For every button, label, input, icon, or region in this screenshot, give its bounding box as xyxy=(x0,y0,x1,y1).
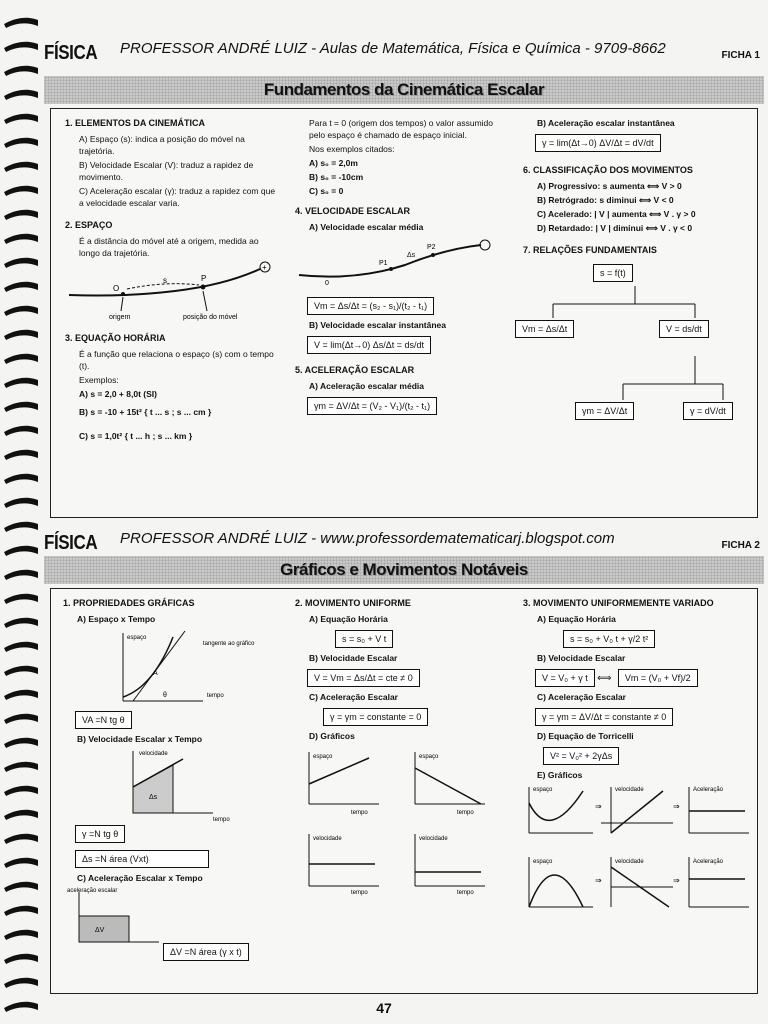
formula-v: V = V₀ + γ t xyxy=(535,669,595,687)
section-heading: 3. MOVIMENTO UNIFORMEMENTE VARIADO xyxy=(523,598,714,608)
subheading: A) Velocidade escalar média xyxy=(309,222,424,232)
spiral-ring xyxy=(4,402,38,412)
spiral-ring xyxy=(4,570,38,580)
svg-text:s: s xyxy=(163,276,167,285)
section-heading: 6. CLASSIFICAÇÃO DOS MOVIMENTOS xyxy=(523,165,693,175)
spiral-ring xyxy=(4,90,38,100)
svg-text:Δs: Δs xyxy=(407,252,416,259)
relation-vm: Vm = Δs/Δt xyxy=(515,320,574,338)
subheading: B) Velocidade Escalar x Tempo xyxy=(77,734,203,744)
axis-label: espaço xyxy=(419,754,439,760)
section-heading: 2. MOVIMENTO UNIFORME xyxy=(295,598,411,608)
formula-tg: γ =N tg θ xyxy=(75,825,125,843)
subheading: A) Espaço x Tempo xyxy=(77,614,156,624)
graph-velocidade-tempo xyxy=(63,747,263,823)
spiral-ring xyxy=(4,354,38,364)
svg-text:⇒: ⇒ xyxy=(595,876,602,885)
spiral-ring xyxy=(4,642,38,652)
ficha2-content xyxy=(50,588,758,994)
svg-text:⇒: ⇒ xyxy=(673,876,680,885)
label-tangente: tangente ao gráfico xyxy=(203,641,255,647)
spiral-ring xyxy=(4,426,38,436)
subheading: B) Velocidade escalar instantânea xyxy=(309,320,447,330)
relation-s: s = f(t) xyxy=(593,264,633,282)
example-b: B) s = -10 + 15t² { t ... s ; s ... cm } xyxy=(79,407,212,417)
text: Exemplos: xyxy=(79,375,119,385)
section-heading: 1. ELEMENTOS DA CINEMÁTICA xyxy=(65,118,206,128)
svg-text:+: + xyxy=(262,263,267,272)
trajectory-p1-p2 xyxy=(295,235,495,291)
axis-label-velocidade: velocidade xyxy=(139,751,168,757)
relation-v: V = ds/dt xyxy=(659,320,709,338)
axis-label: tempo xyxy=(457,890,474,896)
formula-vm: Vm = (V₀ + Vf)/2 xyxy=(618,669,698,687)
axis-label: espaço xyxy=(533,787,553,793)
spiral-ring xyxy=(4,210,38,220)
svg-text:P2: P2 xyxy=(427,244,436,251)
header-title: PROFESSOR ANDRÉ LUIZ - www.professordematematicarj.blogspot.com xyxy=(120,530,615,547)
svg-text:ΔV: ΔV xyxy=(95,927,105,934)
formula-g: γ = γm = ΔV/Δt = constante ≠ 0 xyxy=(535,708,673,726)
subheading: A) Equação Horária xyxy=(309,614,388,624)
axis-label: Aceleração xyxy=(693,787,724,793)
axis-label-tempo: tempo xyxy=(207,693,224,699)
spiral-ring xyxy=(4,810,38,820)
svg-text:⇒: ⇒ xyxy=(595,802,602,811)
formula-g: γ = γm = constante = 0 xyxy=(323,708,428,726)
formula-s: s = s₀ + V t xyxy=(335,630,393,648)
svg-text:Δs: Δs xyxy=(149,794,158,801)
relation-g: γ = dV/dt xyxy=(683,402,733,420)
spiral-ring xyxy=(4,138,38,148)
spiral-ring xyxy=(4,378,38,388)
section-heading: 2. ESPAÇO xyxy=(65,220,113,230)
text: Nos exemplos citados: xyxy=(309,144,395,154)
spiral-ring xyxy=(4,306,38,316)
spiral-ring xyxy=(4,906,38,916)
graph-aceleracao-tempo xyxy=(63,886,273,946)
text: A) Progressivo: s aumenta ⟺ V > 0 xyxy=(537,181,682,191)
header-title: PROFESSOR ANDRÉ LUIZ - Aulas de Matemática, Física e Química - 9709-8662 xyxy=(120,40,666,57)
svg-text:A: A xyxy=(153,670,158,677)
text: C) s₀ = 0 xyxy=(309,186,344,196)
text: A) Espaço (s): indica a posição do móvel na trajetória. xyxy=(79,134,245,156)
spiral-ring xyxy=(4,498,38,508)
axis-label: tempo xyxy=(351,810,368,816)
spiral-ring xyxy=(4,666,38,676)
subheading: B) Velocidade Escalar xyxy=(537,653,626,663)
text: A) s₀ = 2,0m xyxy=(309,158,358,168)
text: C) Aceleração escalar (γ): traduz a rapidez com que a velocidade escalar varia. xyxy=(79,186,276,208)
spiral-ring xyxy=(4,522,38,532)
subheading: D) Gráficos xyxy=(309,731,355,741)
page-number: 47 xyxy=(376,1000,392,1016)
banner-title: Fundamentos da Cinemática Escalar xyxy=(263,80,545,99)
svg-text:P: P xyxy=(201,274,207,283)
svg-text:O: O xyxy=(113,284,120,293)
spiral-ring xyxy=(4,618,38,628)
section-heading: 4. VELOCIDADE ESCALAR xyxy=(295,206,411,216)
ficha1-col3 xyxy=(523,117,753,480)
graphs-mu xyxy=(295,744,505,894)
spiral-ring xyxy=(4,762,38,772)
graphs-muv xyxy=(523,783,753,913)
ficha1-header xyxy=(44,36,760,66)
ficha1-col1 xyxy=(65,117,277,444)
spiral-ring xyxy=(4,858,38,868)
text: É a função que relaciona o espaço (s) com o tempo (t). xyxy=(79,349,274,371)
ficha-number: FICHA 1 xyxy=(721,50,760,61)
spiral-ring xyxy=(4,786,38,796)
svg-text:P1: P1 xyxy=(379,260,388,267)
ficha1-content xyxy=(50,108,758,518)
axis-label: velocidade xyxy=(313,836,342,842)
spiral-ring xyxy=(4,978,38,988)
subject-label: FÍSICA xyxy=(44,42,98,64)
axis-label: velocidade xyxy=(615,787,644,793)
spiral-ring xyxy=(4,546,38,556)
axis-label: tempo xyxy=(457,810,474,816)
spiral-ring xyxy=(4,258,38,268)
formula-vm: Vm = Δs/Δt = (s₂ - s₁)/(t₂ - t₁) xyxy=(307,297,434,315)
text: B) s₀ = -10cm xyxy=(309,172,364,182)
ficha2-banner xyxy=(44,556,764,584)
ficha1-col2 xyxy=(295,117,505,419)
trajectory-diagram xyxy=(65,261,275,325)
formula-v: V = Vm = Δs/Δt = cte ≠ 0 xyxy=(307,669,420,687)
subheading: A) Aceleração escalar média xyxy=(309,381,424,391)
axis-label: Aceleração xyxy=(693,859,724,865)
text: C) Acelerado: | V | aumenta ⟺ V . γ > 0 xyxy=(537,209,696,219)
section-heading: 5. ACELERAÇÃO ESCALAR xyxy=(295,365,415,375)
banner-title: Gráficos e Movimentos Notáveis xyxy=(280,560,528,579)
text: B) Velocidade Escalar (V): traduz a rapidez de movimento. xyxy=(79,160,254,182)
ficha2-col3: 3. MOVIMENTO UNIFORMEMENTE VARIADO A) Equação Horária s = s₀ + V₀ t + γ/2 t² B) Velocidade Escalar V = V₀ + γ t ⟺ Vm = (V₀ + Vf)/2 C) Aceleração Escalar γ = γm = ΔV/Δt = constante ≠ 0 D) Equação de Torricelli V² = V₀² + 2γΔs E) Gráficos espaço velocidade Aceleração espaço velocidade Aceleração ⇒ ⇒ ⇒ ⇒ xyxy=(523,597,753,916)
example-c: C) s = 1,0t² { t ... h ; s ... km } xyxy=(79,431,193,441)
ficha2-header xyxy=(44,526,760,556)
formula-torricelli: V² = V₀² + 2γΔs xyxy=(543,747,619,765)
spiral-ring xyxy=(4,114,38,124)
axis-label: espaço xyxy=(533,859,553,865)
subheading: C) Aceleração Escalar xyxy=(309,692,398,702)
spiral-ring xyxy=(4,882,38,892)
axis-label: velocidade xyxy=(615,859,644,865)
section-heading: 1. PROPRIEDADES GRÁFICAS xyxy=(63,598,195,608)
text: É a distância do móvel até a origem, medida ao longo da trajetória. xyxy=(79,236,259,258)
label-posicao: posição do móvel xyxy=(183,314,238,321)
svg-text:0: 0 xyxy=(325,280,329,287)
spiral-ring xyxy=(4,66,38,76)
subheading: B) Aceleração escalar instantânea xyxy=(537,118,675,128)
spiral-ring xyxy=(4,330,38,340)
spiral-ring xyxy=(4,954,38,964)
ficha-number: FICHA 2 xyxy=(721,540,760,551)
example-a: A) s = 2,0 + 8,0t (SI) xyxy=(79,389,157,399)
spiral-ring xyxy=(4,834,38,844)
section-heading: 7. RELAÇÕES FUNDAMENTAIS xyxy=(523,245,657,255)
spiral-ring xyxy=(4,282,38,292)
subheading: E) Gráficos xyxy=(537,770,583,780)
spiral-ring xyxy=(4,690,38,700)
graph-espaco-tempo xyxy=(63,627,263,705)
spiral-ring xyxy=(4,450,38,460)
spiral-ring xyxy=(4,714,38,724)
spiral-ring xyxy=(4,186,38,196)
formula-area: Δs =N área (Vxt) xyxy=(75,850,209,868)
spiral-ring xyxy=(4,234,38,244)
svg-text:θ: θ xyxy=(163,692,167,699)
spiral-ring xyxy=(4,18,38,28)
spiral-ring xyxy=(4,738,38,748)
subheading: B) Velocidade Escalar xyxy=(309,653,398,663)
spiral-ring xyxy=(4,930,38,940)
relations-lines xyxy=(523,260,753,480)
formula-v: V = lim(Δt→0) Δs/Δt = ds/dt xyxy=(307,336,431,354)
spiral-ring xyxy=(4,474,38,484)
relations-diagram xyxy=(523,260,753,480)
axis-label-espaco: espaço xyxy=(127,635,147,641)
section-heading: 3. EQUAÇÃO HORÁRIA xyxy=(65,333,166,343)
subject-label: FÍSICA xyxy=(44,532,98,554)
text: B) Retrógrado: s diminui ⟺ V < 0 xyxy=(537,195,674,205)
svg-text:⇒: ⇒ xyxy=(673,802,680,811)
ficha2-col1 xyxy=(63,597,277,957)
subheading: D) Equação de Torricelli xyxy=(537,731,634,741)
formula-g: γ = lim(Δt→0) ΔV/Δt = dV/dt xyxy=(535,134,661,152)
axis-label-tempo: tempo xyxy=(213,817,230,823)
spiral-ring xyxy=(4,42,38,52)
axis-label: espaço xyxy=(313,754,333,760)
axis-label: tempo xyxy=(351,890,368,896)
formula-dv: ΔV =N área (γ x t) xyxy=(163,943,249,961)
ficha2-col2 xyxy=(295,597,505,897)
subheading: C) Aceleração Escalar x Tempo xyxy=(77,873,203,883)
ficha1-banner xyxy=(44,76,764,104)
label-origem: origem xyxy=(109,314,131,321)
spiral-binding xyxy=(0,0,46,1024)
text: D) Retardado: | V | diminui ⟺ V . γ < 0 xyxy=(537,223,693,233)
spiral-ring xyxy=(4,594,38,604)
formula-gm: γm = ΔV/Δt = (V₂ - V₁)/(t₂ - t₁) xyxy=(307,397,437,415)
spiral-ring xyxy=(4,162,38,172)
axis-label-aceleracao: aceleração escalar xyxy=(67,888,118,894)
axis-label: velocidade xyxy=(419,836,448,842)
subheading: A) Equação Horária xyxy=(537,614,616,624)
subheading: C) Aceleração Escalar xyxy=(537,692,626,702)
formula-s: s = s₀ + V₀ t + γ/2 t² xyxy=(563,630,655,648)
relation-gm: γm = ΔV/Δt xyxy=(575,402,634,420)
text: Para t = 0 (origem dos tempos) o valor assumido pelo espaço é chamado de espaço inicial. xyxy=(309,118,494,140)
formula-va: VA =N tg θ xyxy=(75,711,132,729)
